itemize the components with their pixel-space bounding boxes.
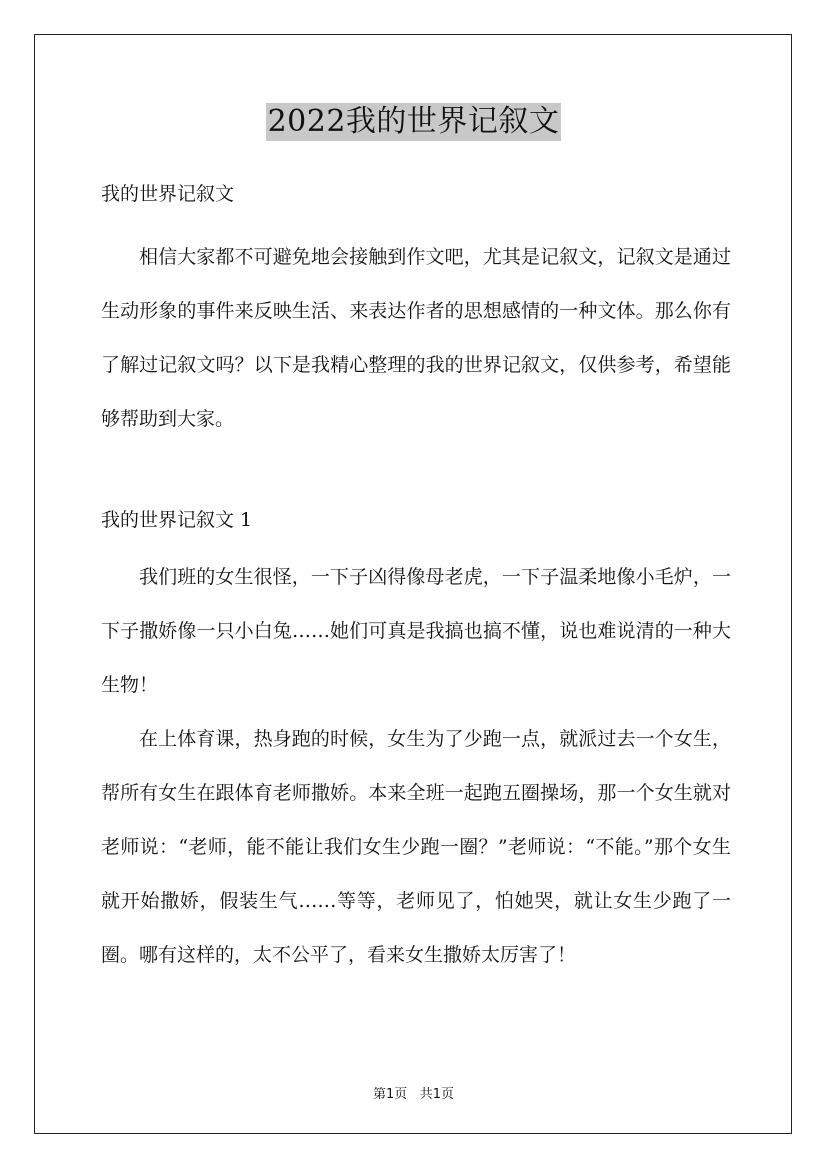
section-heading: 我的世界记叙文 1	[101, 509, 253, 531]
page-footer	[0, 1083, 827, 1102]
intro-paragraph: 相信大家都不可避免地会接触到作文吧，尤其是记叙文，记叙文是通过生动形象的事件来反映生活、来表达作者的思想感情的一种文体。那么你有了解过记叙文吗？以下是我精心整理的我的世界记叙文，仅供参考，希望能够帮助到大家。	[101, 246, 731, 430]
document-body	[101, 176, 731, 982]
page-total: 共1页	[419, 1087, 454, 1102]
document-title: 2022我的世界记叙文	[267, 104, 560, 139]
intro-heading: 我的世界记叙文	[101, 183, 235, 205]
page-number: 第1页	[373, 1087, 408, 1102]
section-spacer	[101, 446, 731, 484]
title-area	[0, 103, 827, 141]
body-paragraph-2: 在上体育课，热身跑的时候，女生为了少跑一点，就派过去一个女生，帮所有女生在跟体育老师撒娇。本来全班一起跑五圈操场，那一个女生就对老师说：“老师，能不能让我们女生少跑一圈？”老师说：“不能。”那个女生就开始撒娇，假装生气……等等，老师见了，怕她哭，就让女生少跑了一圈。哪有这样的，太不公平了，看来女生撒娇太厉害了！	[101, 728, 731, 966]
body-paragraph-1: 我们班的女生很怪，一下子凶得像母老虎，一下子温柔地像小毛炉，一下子撒娇像一只小白兔……她们可真是我搞也搞不懂，说也难说清的一种大生物！	[101, 566, 731, 696]
